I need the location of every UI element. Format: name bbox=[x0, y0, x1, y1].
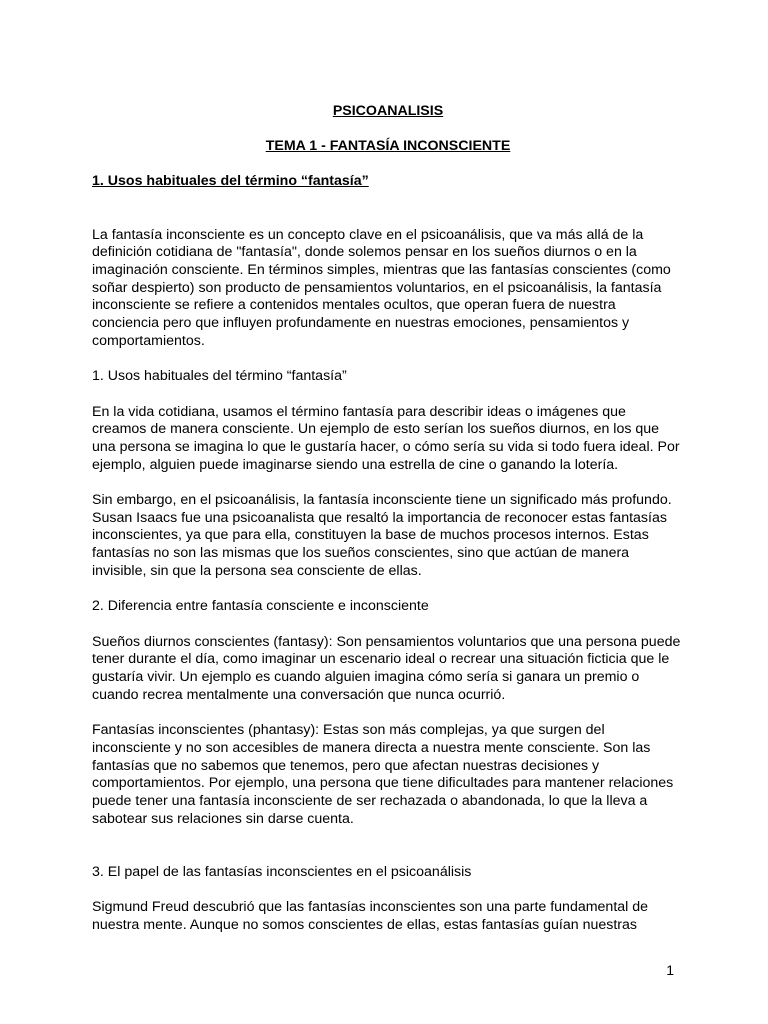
document-title: PSICOANALISIS bbox=[332, 103, 444, 119]
paragraph-isaacs: Sin embargo, en el psicoanálisis, la fantasía inconsciente tiene un significado más profundo. Susan Isaacs fue una psicoanalista que resaltó la importancia de reconocer estas fantasías inconscientes, ya que para ella, constituyen la base de muchos procesos internos. Estas fantasías no son las mismas que los sueños conscientes, sino que actúan de manera invisible, sin que la persona sea consciente de ellas. bbox=[92, 492, 672, 579]
paragraph-subheading-3: 3. El papel de las fantasías inconscientes en el psicoanálisis bbox=[92, 863, 472, 880]
section-heading: 1. Usos habituales del término “fantasía” bbox=[92, 173, 369, 190]
document-subtitle: TEMA 1 - FANTASÍA INCONSCIENTE bbox=[265, 138, 511, 155]
paragraph-phantasy: Fantasías inconscientes (phantasy): Estas son más complejas, ya que surgen del inconsciente y no son accesibles de manera directa a nuestra mente consciente. Son las fantasías que no sabemos que tenemos, pero que afectan nuestras decisiones y comportamientos. Por ejemplo, una persona que tiene dificultades para mantener relaciones puede tener una fantasía inconsciente de ser rechazada o abandonada, lo que la lleva a sabotear sus relaciones sin darse cuenta. bbox=[92, 722, 674, 827]
paragraph-intro: La fantasía inconsciente es un concepto clave en el psicoanálisis, que va más allá de la definición cotidiana de "fantasía", donde solemos pensar en los sueños diurnos o en la imaginación consciente. En términos simples, mientras que las fantasías conscientes (como soñar despierto) son producto de pensamientos voluntarios, en el psicoanálisis, la fantasía inconsciente se refiere a contenidos mentales ocultos, que operan fuera de nuestra conciencia pero que influyen profundamente en nuestras emociones, pensamientos y comportamientos. bbox=[92, 226, 671, 349]
document-body bbox=[92, 103, 684, 952]
paragraph-subheading-1: 1. Usos habituales del término “fantasía” bbox=[92, 368, 347, 385]
paragraph-freud: Sigmund Freud descubrió que las fantasías inconscientes son una parte fundamental de nuestra mente. Aunque no somos conscientes de ellas, estas fantasías guían nuestras bbox=[92, 899, 649, 933]
page-number: 1 bbox=[666, 962, 674, 978]
paragraph-fantasy: Sueños diurnos conscientes (fantasy): Son pensamientos voluntarios que una persona puede tener durante el día, como imaginar un escenario ideal o recrear una situación ficticia que le gustaría vivir. Un ejemplo es cuando alguien imagina cómo sería si ganara un premio o cuando recrea mentalmente una conversación que nunca ocurrió. bbox=[92, 633, 681, 703]
paragraph-everyday-use: En la vida cotidiana, usamos el término fantasía para describir ideas o imágenes que creamos de manera consciente. Un ejemplo de esto serían los sueños diurnos, en los que una persona se imagina lo que le gustaría hacer, o cómo sería su vida si todo fuera ideal. Por ejemplo, alguien puede imaginarse siendo una estrella de cine o ganando la lotería. bbox=[92, 403, 680, 473]
paragraph-subheading-2: 2. Diferencia entre fantasía consciente e inconsciente bbox=[92, 598, 429, 615]
